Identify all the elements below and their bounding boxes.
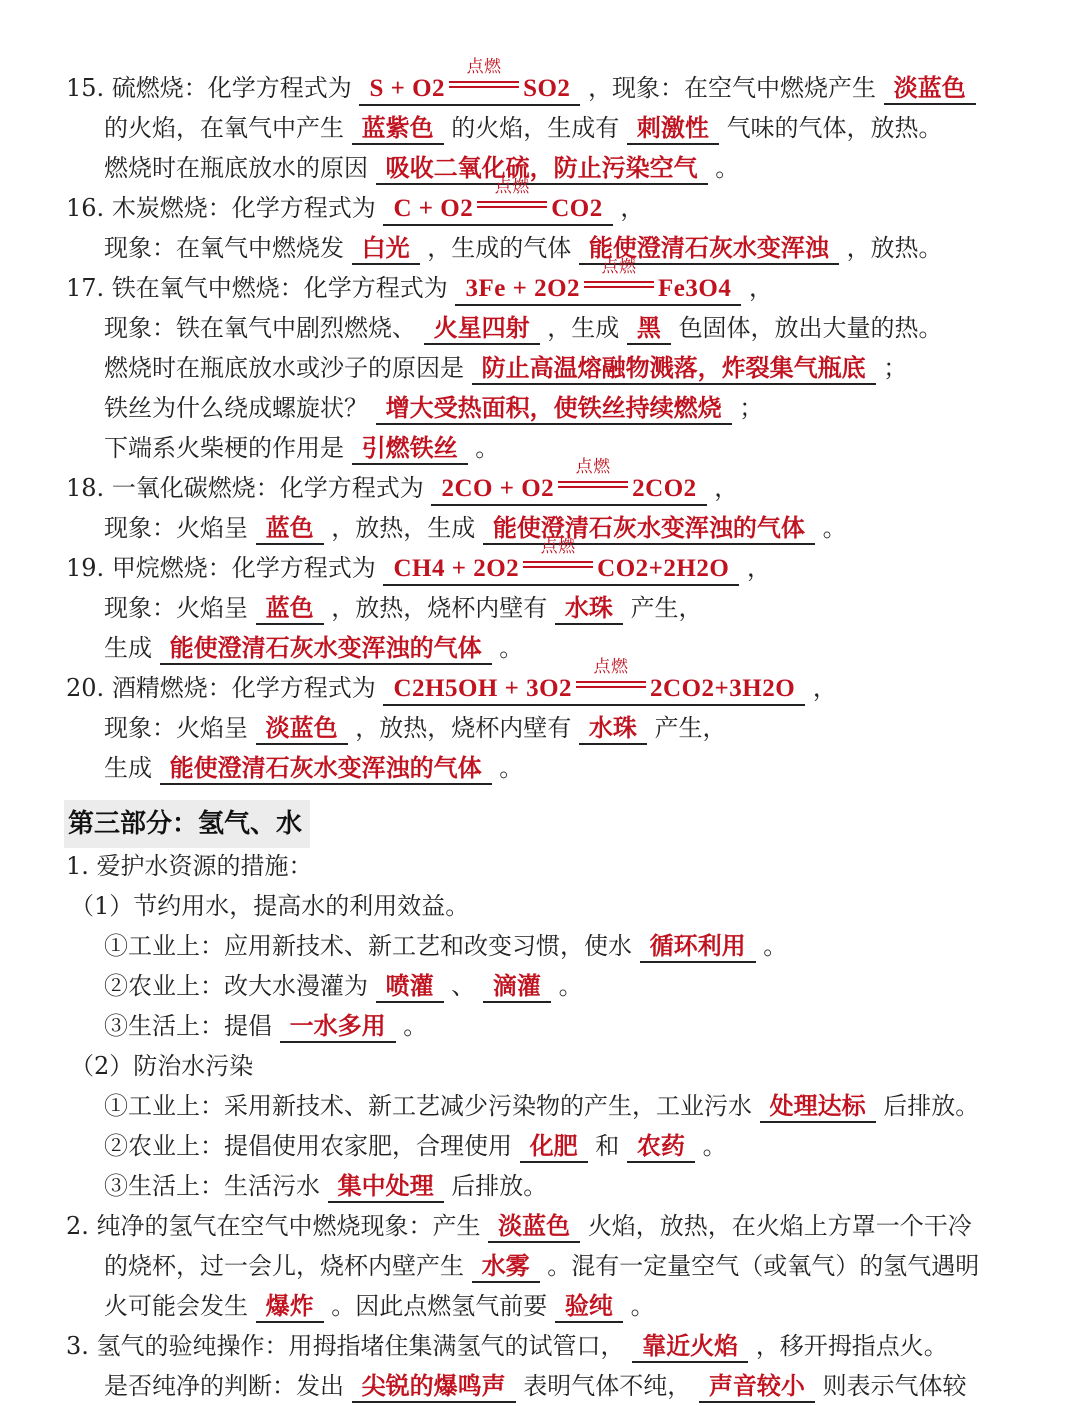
item-text: 气味的气体，放热。 (726, 114, 943, 142)
equation-right: 2CO2 (632, 475, 697, 502)
item-text: 火焰，放热，在火焰上方罩一个干冷 (587, 1212, 972, 1240)
hydrogen-q2-line-2 (104, 1246, 979, 1286)
answer-blank: 爆炸 (256, 1291, 324, 1323)
item-text: ，生成 (547, 314, 620, 342)
item-19-line-1 (66, 537, 771, 588)
item-number: 18. (66, 474, 105, 502)
item-text: 火可能会发生 (104, 1292, 248, 1320)
water-p1: （1）节约用水，提高水的利用效益。 (70, 892, 470, 920)
item-17-line-3 (104, 348, 907, 388)
answer-blank: 增大受热面积，使铁丝持续燃烧 (376, 393, 732, 425)
item-text: ①工业上：应用新技术、新工艺和改变习惯，使水 (104, 932, 632, 960)
item-text: ； (739, 394, 764, 422)
answer-blank: 农药 (627, 1131, 695, 1163)
item-text: 3. 氢气的验纯操作：用拇指堵住集满氢气的试管口， (66, 1332, 625, 1360)
item-number: 20. (66, 674, 105, 702)
item-text: 产生， (654, 714, 727, 742)
item-16-line-2 (104, 228, 943, 268)
item-text: 燃烧时在瓶底放水的原因 (104, 154, 368, 182)
item-17-line-4 (104, 388, 763, 428)
water-p2b (104, 1126, 727, 1166)
condition-text: 点燃 (593, 657, 629, 676)
answer-blank: 防止高温熔融物溅落，炸裂集气瓶底 (472, 353, 876, 385)
item-text: ，放热。 (846, 234, 943, 262)
water-p2: （2）防治水污染 (70, 1052, 254, 1080)
item-text: 下端系火柴梗的作用是 (104, 434, 344, 462)
answer-blank: 喷灌 (376, 971, 444, 1003)
item-17-line-5 (104, 428, 499, 468)
item-text: 后排放。 (883, 1092, 980, 1120)
item-text: 。 (499, 634, 524, 662)
item-text: ， (812, 674, 837, 702)
equation-blank (431, 457, 706, 506)
item-15-line-2 (104, 108, 943, 148)
answer-blank: 淡蓝色 (256, 713, 348, 745)
item-text: 一氧化碳燃烧：化学方程式为 (111, 474, 424, 502)
item-text: ②农业上：提倡使用农家肥，合理使用 (104, 1132, 512, 1160)
condition-text: 点燃 (575, 457, 611, 476)
item-text: 现象：火焰呈 (104, 594, 248, 622)
answer-blank: 集中处理 (328, 1171, 444, 1203)
answer-blank: 化肥 (520, 1131, 588, 1163)
item-text: 铁丝为什么绕成螺旋状？ (104, 394, 368, 422)
item-text: 生成 (104, 634, 152, 662)
answer-blank: 水雾 (472, 1251, 540, 1283)
item-18-line-1 (66, 457, 739, 508)
answer-blank: 火星四射 (424, 313, 540, 345)
reaction-condition (574, 657, 648, 696)
item-19-line-2 (104, 588, 703, 628)
item-text: ， (748, 274, 773, 302)
item-text: 产生， (630, 594, 703, 622)
water-p2c (104, 1166, 547, 1206)
reaction-condition (475, 177, 549, 216)
equation-right: 2CO2+3H2O (650, 675, 796, 702)
item-text: ，现象：在空气中燃烧产生 (588, 74, 877, 102)
answer-blank: 黑 (627, 313, 671, 345)
condition-text: 点燃 (466, 57, 502, 76)
equation-right: SO2 (523, 75, 571, 102)
item-text: 。 (558, 972, 583, 1000)
equation-right: Fe3O4 (658, 275, 732, 302)
item-18-line-2 (104, 508, 847, 548)
item-text: 表明气体不纯， (523, 1372, 692, 1400)
item-19-line-3 (104, 628, 523, 668)
condition-text: 点燃 (601, 257, 637, 276)
equation-right: CO2+2H2O (597, 555, 730, 582)
item-20-line-1 (66, 657, 837, 708)
item-text: 。混有一定量空气（或氧气）的氢气遇明 (547, 1252, 980, 1280)
equation-left: CH4 + 2O2 (393, 555, 520, 582)
item-text: 。 (702, 1132, 727, 1160)
item-text: 的火焰，生成有 (451, 114, 620, 142)
answer-blank: 尖锐的爆鸣声 (352, 1371, 516, 1403)
item-text: ①工业上：采用新技术、新工艺减少污染物的产生，工业污水 (104, 1092, 752, 1120)
reaction-condition (556, 457, 630, 496)
item-text: 生成 (104, 754, 152, 782)
item-text: 色固体，放出大量的热。 (678, 314, 943, 342)
item-text: 的火焰，在氧气中产生 (104, 114, 344, 142)
equation-blank (383, 537, 739, 586)
answer-blank: 处理达标 (760, 1091, 876, 1123)
answer-blank: 一水多用 (280, 1011, 396, 1043)
item-text: 和 (595, 1132, 620, 1160)
item-text: 的烧杯，过一会儿，烧杯内壁产生 (104, 1252, 464, 1280)
item-15-line-3 (104, 148, 739, 188)
item-text: 硫燃烧：化学方程式为 (111, 74, 352, 102)
water-p1a (104, 926, 787, 966)
water-p2a (104, 1086, 979, 1126)
answer-blank: 蓝紫色 (352, 113, 444, 145)
equation-right: CO2 (551, 195, 603, 222)
item-text: 现象：铁在氧气中剧烈燃烧、 (104, 314, 416, 342)
answer-blank: 蓝色 (256, 593, 324, 625)
answer-blank: 能使澄清石灰水变浑浊的气体 (160, 633, 492, 665)
item-16-line-1 (66, 177, 645, 228)
item-20-line-2 (104, 708, 727, 748)
hydrogen-q2-line-1 (66, 1206, 972, 1246)
item-text: 。因此点燃氢气前要 (331, 1292, 548, 1320)
item-text: 甲烷燃烧：化学方程式为 (111, 554, 376, 582)
item-number: 16. (66, 194, 105, 222)
hydrogen-q3-line-1 (66, 1326, 948, 1366)
item-17-line-1 (66, 257, 773, 308)
item-text: ，放热，烧杯内壁有 (355, 714, 572, 742)
answer-blank: 滴灌 (483, 971, 551, 1003)
answer-blank: 白光 (352, 233, 420, 265)
answer-blank: 吸收二氧化硫，防止污染空气 (376, 153, 708, 185)
answer-blank: 水珠 (579, 713, 647, 745)
water-p1b (104, 966, 583, 1006)
item-text: 酒精燃烧：化学方程式为 (111, 674, 376, 702)
item-text: ，移开拇指点火。 (755, 1332, 948, 1360)
equation-blank (455, 257, 741, 306)
answer-blank: 引燃铁丝 (352, 433, 468, 465)
item-text: 燃烧时在瓶底放水或沙子的原因是 (104, 354, 464, 382)
item-text: 现象：在氧气中燃烧发 (104, 234, 344, 262)
reaction-condition (447, 57, 521, 96)
answer-blank: 水珠 (555, 593, 623, 625)
equation-blank (383, 177, 612, 226)
answer-blank: 循环利用 (640, 931, 756, 963)
item-15-line-1 (66, 57, 976, 108)
item-text: ，生成的气体 (427, 234, 572, 262)
hydrogen-q3-line-2 (104, 1366, 967, 1406)
item-text: ； (883, 354, 908, 382)
item-text: ③生活上：提倡 (104, 1012, 272, 1040)
item-20-line-3 (104, 748, 523, 788)
item-text: 。 (403, 1012, 428, 1040)
item-number: 15. (66, 74, 105, 102)
water-q1: 1. 爱护水资源的措施： (66, 852, 313, 880)
item-number: 19. (66, 554, 105, 582)
answer-blank: 能使澄清石灰水变浑浊的气体 (483, 513, 815, 545)
equation-left: S + O2 (369, 75, 446, 102)
section-heading: 第三部分：氢气、水 (64, 800, 310, 848)
reaction-condition (521, 537, 595, 576)
item-text: 2. 纯净的氢气在空气中燃烧现象：产生 (66, 1212, 481, 1240)
answer-blank: 淡蓝色 (488, 1211, 580, 1243)
answer-blank: 淡蓝色 (884, 73, 976, 105)
answer-blank: 能使澄清石灰水变浑浊 (579, 233, 839, 265)
condition-text: 点燃 (494, 177, 530, 196)
answer-blank: 验纯 (555, 1291, 623, 1323)
item-text: 后排放。 (451, 1172, 548, 1200)
item-text: 。 (763, 932, 788, 960)
equation-left: 3Fe + 2O2 (465, 275, 581, 302)
item-text: 现象：火焰呈 (104, 714, 248, 742)
item-number: 17. (66, 274, 105, 302)
item-text: ，放热，烧杯内壁有 (331, 594, 548, 622)
answer-blank: 蓝色 (256, 513, 324, 545)
water-p1c (104, 1006, 427, 1046)
item-text: ②农业上：改大水漫灌为 (104, 972, 368, 1000)
item-text: ， (714, 474, 739, 502)
answer-blank: 刺激性 (627, 113, 719, 145)
item-text: 木炭燃烧：化学方程式为 (111, 194, 376, 222)
item-text: 、 (451, 972, 476, 1000)
answer-blank: 声音较小 (699, 1371, 815, 1403)
item-17-line-2 (104, 308, 943, 348)
equation-blank (359, 57, 580, 106)
item-text: 。 (475, 434, 500, 462)
item-text: ， (746, 554, 771, 582)
item-text: 现象：火焰呈 (104, 514, 248, 542)
item-text: 则表示气体较 (822, 1372, 967, 1400)
hydrogen-q2-line-3 (104, 1286, 655, 1326)
equation-left: C + O2 (393, 195, 474, 222)
answer-blank: 靠近火焰 (632, 1331, 748, 1363)
item-text: ③生活上：生活污水 (104, 1172, 320, 1200)
item-text: 是否纯净的判断：发出 (104, 1372, 344, 1400)
item-text: 。 (715, 154, 740, 182)
equation-blank (383, 657, 805, 706)
answer-blank: 能使澄清石灰水变浑浊的气体 (160, 753, 492, 785)
condition-text: 点燃 (540, 537, 576, 556)
item-text: 铁在氧气中燃烧：化学方程式为 (111, 274, 448, 302)
item-text: ，放热，生成 (331, 514, 476, 542)
equation-left: 2CO + O2 (441, 475, 555, 502)
item-text: 。 (499, 754, 524, 782)
item-text: 。 (630, 1292, 655, 1320)
equation-left: C2H5OH + 3O2 (393, 675, 573, 702)
reaction-condition (582, 257, 656, 296)
item-text: 。 (822, 514, 847, 542)
item-text: ， (620, 194, 645, 222)
